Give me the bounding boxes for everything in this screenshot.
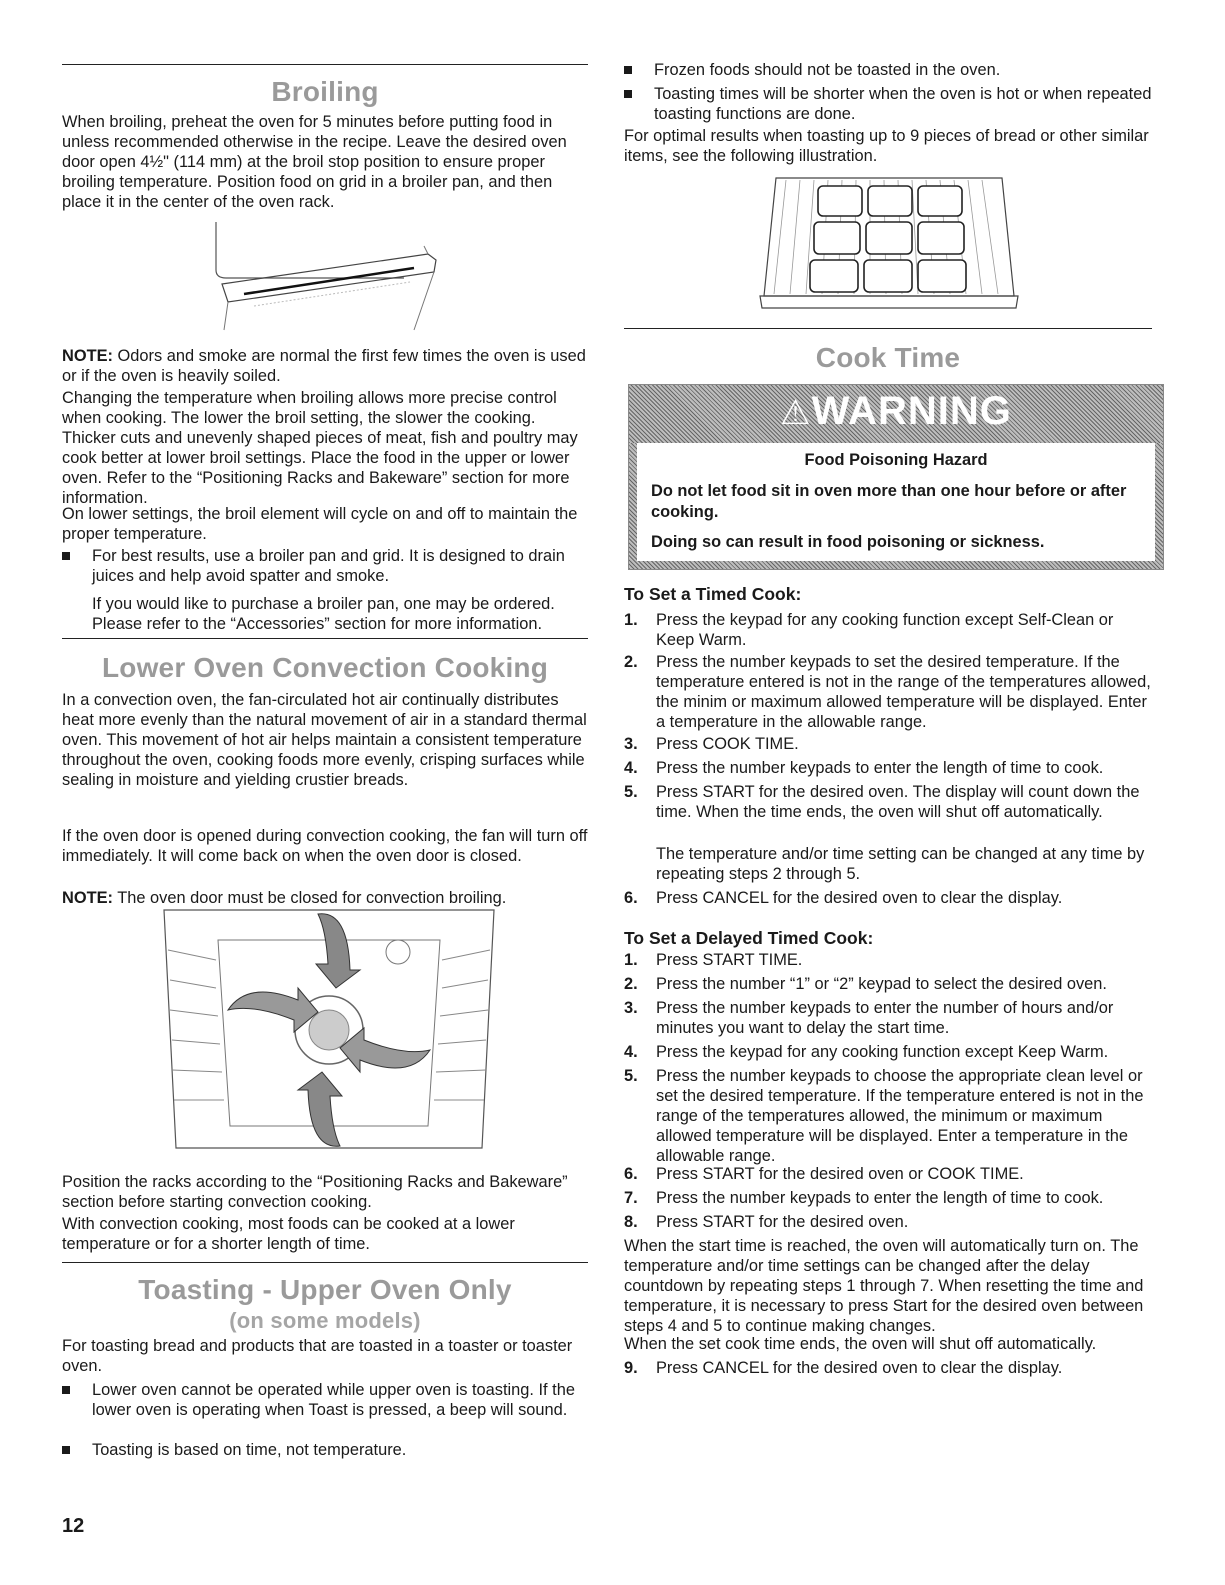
timed-cook-heading: To Set a Timed Cook: [624,584,802,604]
section-rule-cook-time [624,328,1152,329]
heading-convection: Lower Oven Convection Cooking [101,652,549,683]
convection-paragraph-4: With convection cooking, most foods can be cooked at a lower temperature or for a shorter length of time. [62,1215,515,1253]
section-rule-convection [62,638,588,639]
convection-fan-illustration [158,900,500,1160]
heading-toasting: Toasting - Upper Oven Only [138,1274,512,1305]
warning-line-2: Doing so can result in food poisoning or sickness. [651,533,1045,551]
warning-title: ⚠WARNING [780,389,1012,433]
section-rule-broiling [62,64,588,65]
warning-box [628,384,1164,570]
bullet-square-icon [62,1446,70,1454]
section-rule-toasting [62,1262,588,1263]
toasting-bullet-3: Frozen foods should not be toasted in the oven. [624,60,1154,80]
bullet-square-icon [624,90,632,98]
note-text: Odors and smoke are normal the first few times the oven is used or if the oven is heavily soiled. [62,347,586,385]
broiling-note [62,346,588,386]
toast-rack-illustration [756,172,1022,314]
warning-triangle-icon: ⚠ [780,394,812,432]
warning-hazard: Food Poisoning Hazard [804,451,988,469]
heading-cook-time: Cook Time [815,342,961,373]
delayed-cook-heading: To Set a Delayed Timed Cook: [624,928,874,948]
broiling-intro: When broiling, preheat the oven for 5 minutes before putting food in unless recommended otherwise in the recipe. Leave the desired oven door open 4½" (114 mm) at the broil stop position to ensure proper broiling temperature. Position food on grid in a broiler pan, and then place it in the center of the oven rack. [62,113,567,211]
subheading-toasting: (on some models) [229,1308,421,1333]
bullet-square-icon [62,1386,70,1394]
heading-broiling: Broiling [271,76,379,107]
broiling-bullet: For best results, use a broiler pan and grid. It is designed to drain juices and help avoid spatter and smoke. [62,546,588,586]
toasting-bullet-2: Toasting is based on time, not temperature. [62,1440,588,1460]
bullet-square-icon [62,552,70,560]
warning-border-bottom [629,561,1163,569]
broil-door-illustration [214,222,444,332]
broiling-paragraph-2: Changing the temperature when broiling allows more precise control when cooking. The lower the broil setting, the slower the cooking. Thicker cuts and unevenly shaped pieces of meat, fish and poultry may cook better at lower broil settings. Place the food in the upper or lower oven. Refer to the “Positioning Racks and Bakeware” section for more information. [62,389,578,507]
page-number: 12 [62,1515,85,1537]
broiling-bullet-subtext: If you would like to purchase a broiler pan, one may be ordered. Please refer to the “Accessories” section for more information. [92,595,555,633]
note-label: NOTE: [62,347,113,365]
warning-line-1: Do not let food sit in oven more than one hour before or after cooking. [651,482,1127,521]
convection-paragraph-1: In a convection oven, the fan-circulated hot air continually distributes heat more evenly than the natural movement of air in a standard thermal oven. This movement of hot air helps maintain a consistent temperature throughout the oven, cooking foods more evenly, crisping surfaces while sealing in moisture and yielding crustier breads. [62,691,587,789]
convection-paragraph-2: If the oven door is opened during convection cooking, the fan will turn off immediately. It will come back on when the oven door is closed. [62,827,588,865]
convection-paragraph-3: Position the racks according to the “Positioning Racks and Bakeware” section before starting convection cooking. [62,1173,568,1211]
toasting-bullet-4: Toasting times will be shorter when the oven is hot or when repeated toasting functions are done. [624,84,1154,124]
bullet-square-icon [624,66,632,74]
toasting-paragraph-2: For optimal results when toasting up to 9 pieces of bread or other similar items, see the following illustration. [624,127,1149,165]
delayed-after-paragraph-2: When the set cook time ends, the oven will shut off automatically. [624,1335,1097,1353]
broiling-paragraph-3: On lower settings, the broil element will cycle on and off to maintain the proper temperature. [62,505,578,543]
convection-note: NOTE: The oven door must be closed for convection broiling. [62,889,507,907]
delayed-after-paragraph-1: When the start time is reached, the oven will automatically turn on. The temperature and/or time settings can be changed after the delay countdown by repeating steps 1 through 7. When resetting the time and temperature, it is necessary to press Start for the desired oven between steps 4 and 5 to continue making changes. [624,1237,1144,1335]
toasting-bullet-1: Lower oven cannot be operated while upper oven is toasting. If the lower oven is operating when Toast is pressed, a beep will sound. [62,1380,588,1440]
toasting-paragraph-1: For toasting bread and products that are toasted in a toaster or toaster oven. [62,1337,573,1375]
